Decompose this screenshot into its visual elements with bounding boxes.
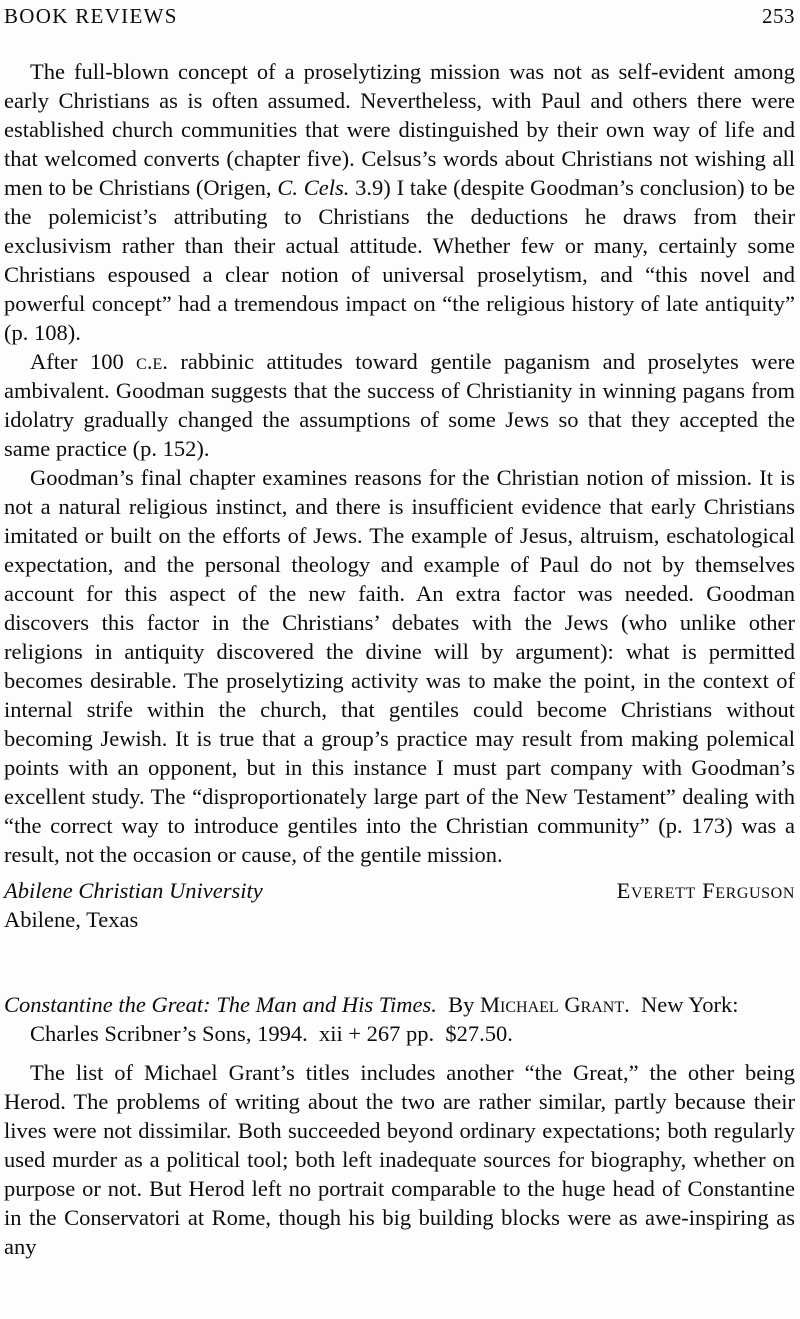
review-goodman-paragraph-2 <box>4 347 795 463</box>
paragraph-text-segment: 3.9) I take (despite Goodman’s conclusion) to be the polemicist’s attributing to Christians the deductions he draws from their exclusivism rather than their actual attitude. Whether few or many, certainly some Christians espoused a clear notion of universal proselytism, and “this novel and powerful concept” had a tremendous impact on “the religious history of late antiquity” (p. 108). <box>4 175 796 345</box>
reviewer-name: Everett Ferguson <box>616 878 795 903</box>
book-title: Constantine the Great: The Man and His Times. <box>4 992 437 1017</box>
reviewer-signature-block <box>4 876 795 934</box>
citation-text-segment: . New York: <box>624 992 739 1017</box>
paragraph-text-segment: rabbinic attitudes toward gentile paganism and proselytes were ambivalent. Goodman suggests that the success of Christianity in winning pagans from idolatry gradually changed the assumptions of some Jews so that they accepted the same practice (p. 152). <box>4 349 795 461</box>
citation-publisher-line: Charles Scribner’s Sons, 1994. xii + 267 pp. $27.50. <box>30 1021 513 1046</box>
book-author: Michael Grant <box>480 992 625 1017</box>
citation-text-segment: By <box>436 992 481 1017</box>
paragraph-text-segment: After 100 <box>30 349 137 374</box>
review-grant-paragraph-1: The list of Michael Grant’s titles includes another “the Great,” the other being Herod. The problems of writing about the two are rather similar, partly because their lives were not dissimilar. Both succeeded beyond ordinary expectations; both regularly used murder as a political tool; both left inadequate sources for biography, whether on purpose or not. But Herod left no portrait comparable to the huge head of Constantine in the Conservatori at Rome, though his big building blocks were as awe-inspiring as any <box>4 1060 795 1259</box>
book-citation <box>4 990 795 1048</box>
review-grant <box>4 990 795 1261</box>
page-number: 253 <box>762 4 795 28</box>
latin-work-citation: C. Cels. <box>277 175 350 200</box>
review-goodman-paragraph-1 <box>4 57 795 347</box>
review-goodman-paragraph-3: Goodman’s final chapter examines reasons for the Christian notion of mission. It is not a natural religious instinct, and there is insufficient evidence that early Christians imitated or built on the efforts of Jews. The example of Jesus, altruism, eschatological expectation, and the personal theology and example of Paul do not by themselves account for this aspect of the new faith. An extra factor was needed. Goodman discovers this factor in the Christians’ debates with the Jews (who unlike other religions in antiquity discovered the divine will by argument): what is permitted becomes desirable. The proselytizing activity was to make the point, in the context of internal strife within the church, that gentiles could become Christians without becoming Jewish. It is true that a group’s practice may result from making polemical points with an opponent, but in this instance I must part company with Goodman’s excellent study. The “disproportionately large part of the New Testament” dealing with “the correct way to introduce gentiles into the Christian community” (p. 173) was a result, not the occasion or cause, of the gentile mission. <box>4 465 795 867</box>
review-goodman <box>4 57 795 934</box>
section-title: BOOK REVIEWS <box>4 4 178 28</box>
era-abbreviation: c.e. <box>136 349 168 374</box>
page-header <box>4 3 795 29</box>
signature-row <box>4 876 795 905</box>
paragraph-text-segment: The full-blown concept of a proselytizing mission was not as self-evident among early Christians as is often assumed. Nevertheless, with Paul and others there were established church communities that were distinguished by their own way of life and that welcomed converts (chapter five). Celsus’s words about Christians not wishing all men to be Christians (Origen, <box>4 59 795 200</box>
reviewer-institution: Abilene Christian University <box>4 878 263 903</box>
reviewer-location: Abilene, Texas <box>4 907 139 932</box>
